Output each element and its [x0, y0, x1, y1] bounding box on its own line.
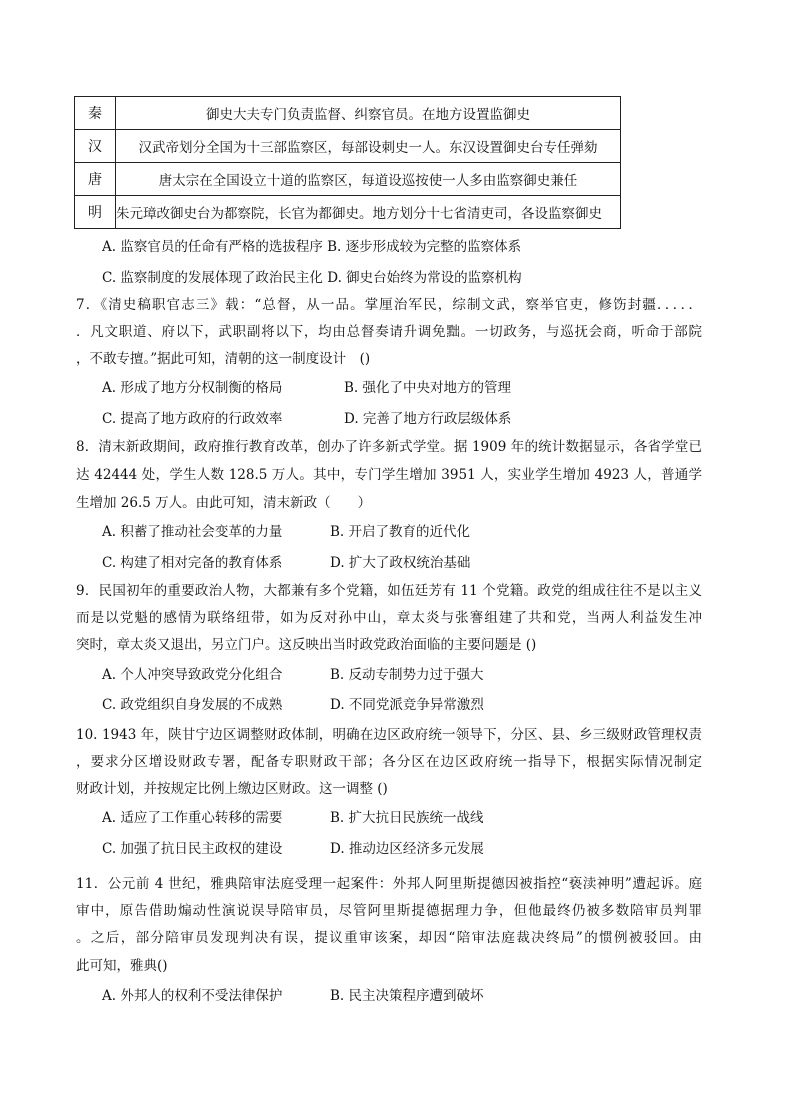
q9-text-line-2: 而是以党魁的感情为联络纽带，如为反对孙中山，章太炎与张謇组建了共和党，当两人利益发生冲 — [76, 610, 702, 626]
q10-text-line-2: ，要求分区增设财政专署，配备专职财政干部；各分区在边区政府统一指导下，根据实际情况制定 — [76, 754, 702, 770]
q6-options-line-1: A. 监察官员的任命有严格的选拔程序 B. 逐步形成较为完整的监察体系 — [102, 239, 522, 255]
table-cell-desc: 唐太宗在全国设立十道的监察区，每道设巡按使一人多由监察御史兼任 — [116, 163, 621, 196]
q9-option-b[interactable]: B. 反动专制势力过于强大 — [330, 667, 484, 683]
q9-text-line-1: 9．民国初年的重要政治人物，大都兼有多个党籍，如伍廷芳有 11 个党籍。政党的组成往往不是以主义 — [76, 583, 702, 599]
q7-text-line-3: ，不敢专擅。”据此可知，清朝的这一制度设计 () — [76, 351, 371, 367]
table-row — [75, 196, 621, 229]
q7-option-c[interactable]: C. 提高了地方政府的行政效率 — [102, 411, 283, 427]
q7-text-line-1: 7．《清史稿职官志三》载：“总督，从一品。掌厘治军民，综制文武，察举官吏，修饬封疆．．．．． — [76, 297, 702, 313]
q9-option-d[interactable]: D. 不同党派竞争异常激烈 — [330, 697, 484, 713]
q9-option-c[interactable]: C. 政党组织自身发展的不成熟 — [102, 697, 283, 713]
q11-text-line-1: 11．公元前 4 世纪，雅典陪审法庭受理一起案件：外邦人阿里斯提德因被指控“亵渎神明”遭起诉。庭 — [76, 876, 702, 892]
table-row — [75, 130, 621, 163]
q9-text-line-3: 突时，章太炎又退出，另立门户。这反映出当时政党政治面临的主要问题是 () — [76, 637, 537, 653]
q11-option-a[interactable]: A. 外邦人的权利不受法律保护 — [102, 988, 283, 1004]
q8-text-line-1: 8．清末新政期间，政府推行教育改革，创办了许多新式学堂。据 1909 年的统计数据显示，各省学堂已 — [76, 439, 702, 455]
q8-option-c[interactable]: C. 构建了相对完备的教育体系 — [102, 555, 283, 571]
table-cell-desc: 朱元璋改御史台为都察院，长官为都御史。地方划分十七省清吏司，各设监察御史 — [116, 196, 621, 229]
q11-text-line-4: 此可知，雅典() — [76, 958, 168, 974]
q8-text-line-2: 达 42444 处，学生人数 128.5 万人。其中，专门学生增加 3951 人，实业学生增加 4923 人，普通学 — [76, 467, 702, 483]
table-cell-desc: 御史大夫专门负责监督、纠察官员。在地方设置监御史 — [116, 97, 621, 130]
table-cell-desc: 汉武帝划分全国为十三部监察区，每部设刺史一人。东汉设置御史台专任弹劾 — [116, 130, 621, 163]
q8-option-d[interactable]: D. 扩大了政权统治基础 — [330, 555, 471, 571]
table-cell-era: 秦 — [75, 97, 116, 130]
q10-text-line-3: 财政计划，并按规定比例上缴边区财政。这一调整 () — [76, 781, 388, 797]
table-cell-era: 明 — [75, 196, 116, 229]
table-cell-era: 汉 — [75, 130, 116, 163]
q10-text-line-1: 10. 1943 年，陕甘宁边区调整财政体制，明确在边区政府统一领导下，分区、县、乡三级财政管理权责 — [76, 727, 702, 743]
q6-options-line-2: C. 监察制度的发展体现了政治民主化 D. 御史台始终为常设的监察机构 — [102, 270, 522, 286]
q11-option-b[interactable]: B. 民主决策程序遭到破坏 — [330, 988, 484, 1004]
q10-option-d[interactable]: D. 推动边区经济多元发展 — [330, 841, 484, 857]
q11-text-line-2: 审中，原告借助煽动性演说误导陪审员，尽管阿里斯提德据理力争，但他最终仍被多数陪审员判罪 — [76, 903, 702, 919]
q11-text-line-3: 。之后，部分陪审员发现判决有误，提议重审该案，却因“陪审法庭裁决终局”的惯例被驳回。由 — [76, 930, 702, 946]
dynasty-supervision-table — [74, 96, 621, 229]
q8-option-b[interactable]: B. 开启了教育的近代化 — [330, 524, 471, 540]
table-cell-era: 唐 — [75, 163, 116, 196]
q7-option-d[interactable]: D. 完善了地方行政层级体系 — [344, 411, 512, 427]
q7-option-b[interactable]: B. 强化了中央对地方的管理 — [344, 380, 512, 396]
q7-option-a[interactable]: A. 形成了地方分权制衡的格局 — [102, 380, 283, 396]
table-row — [75, 97, 621, 130]
q7-text-line-2: ．凡文职道、府以下，武职副将以下，均由总督奏请升调免黜。一切政务，与巡抚会商，听命于部院 — [76, 324, 702, 340]
q10-option-c[interactable]: C. 加强了抗日民主政权的建设 — [102, 841, 283, 857]
q10-option-b[interactable]: B. 扩大抗日民族统一战线 — [330, 810, 484, 826]
q9-option-a[interactable]: A. 个人冲突导致政党分化组合 — [102, 667, 283, 683]
q8-option-a[interactable]: A. 积蓄了推动社会变革的力量 — [102, 524, 283, 540]
q8-text-line-3: 生增加 26.5 万人。由此可知，清末新政（ ） — [76, 495, 372, 511]
q10-option-a[interactable]: A. 适应了工作重心转移的需要 — [102, 810, 283, 826]
table-row — [75, 163, 621, 196]
